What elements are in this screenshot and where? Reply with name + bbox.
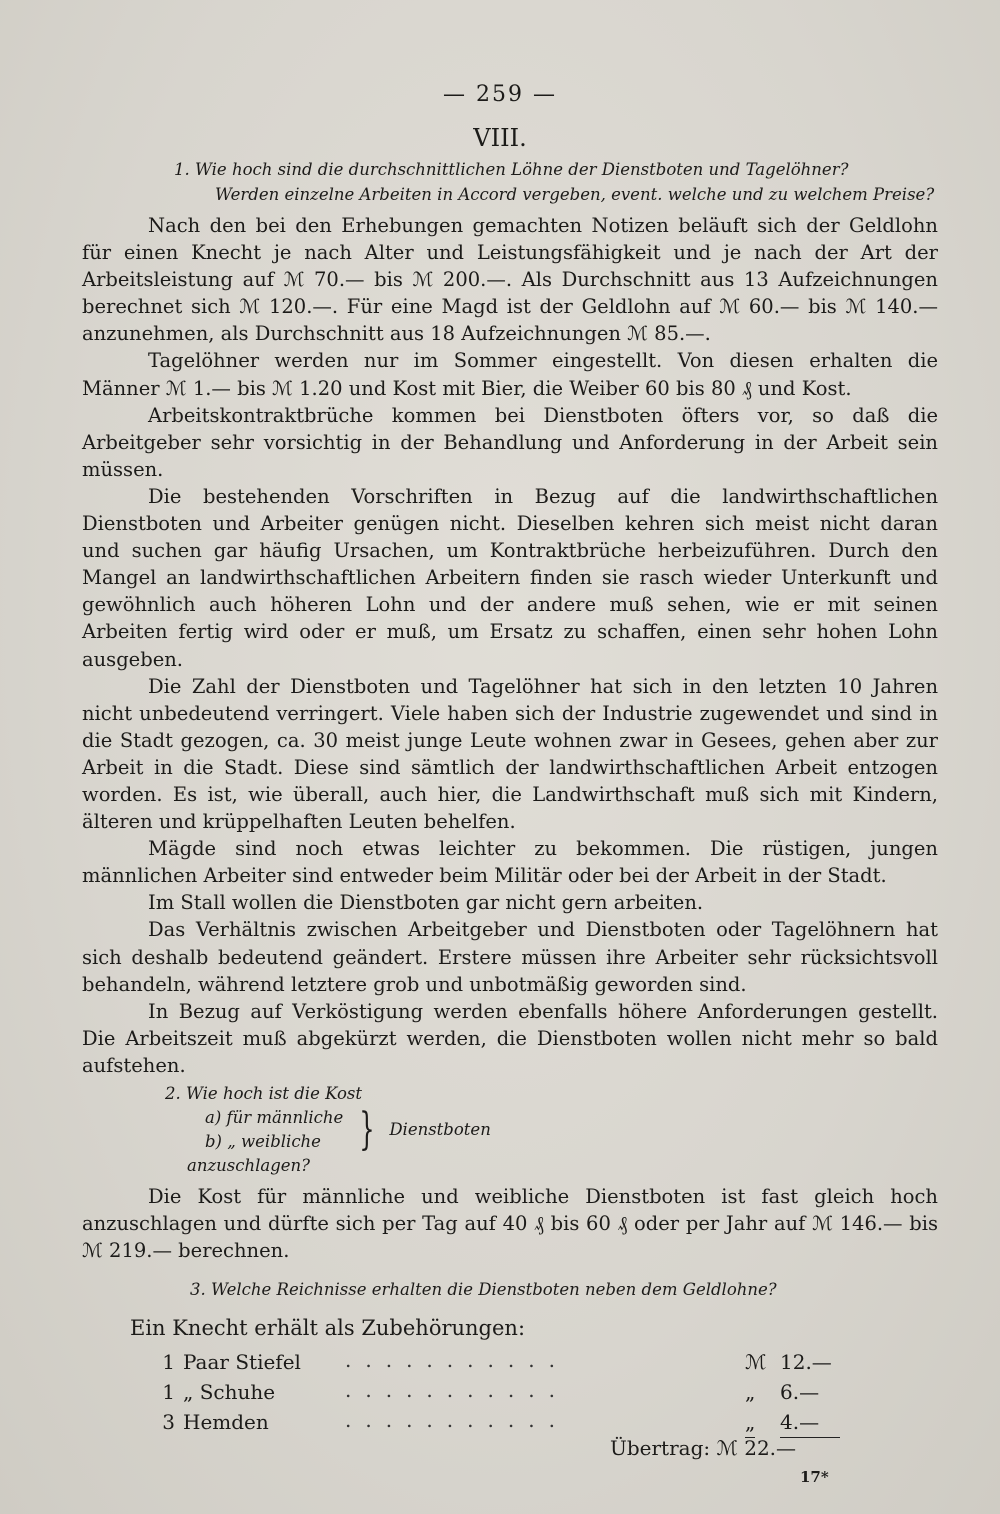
item-name: Paar Stiefel [183, 1350, 301, 1374]
item-amount: 12.— [780, 1350, 832, 1374]
paragraph: Tagelöhner werden nur im Sommer eingestellt. Von diesen erhalten die Männer ℳ 1.— bis ℳ 1.20 und Kost mit Bier, die Weiber 60 bis 80 ₰ und Kost. [82, 349, 938, 400]
leader-dots: ........... [345, 1408, 569, 1432]
item-quantity: 1 [162, 1380, 175, 1404]
item-quantity: 3 [162, 1410, 175, 1434]
paragraph: Die bestehenden Vorschriften in Bezug auf die landwirthschaftlichen Dienstboten und Arbeiter genügen nicht. Dieselben kehren sich meist nicht daran und suchen gar häufig Ursachen, um Kontraktbrüche herbeizuführen. Durch den Mangel an landwirthschaftlichen Arbeitern finden sie rasch wieder Unterkunft und gewöhnlich auch höheren Lohn und der andere muß sehen, wie er mit seinen Arbeiten fertig wird oder er muß, um Ersatz zu schaffen, einen sehr hohen Lohn ausgeben. [82, 484, 938, 671]
signature-mark: 17* [800, 1468, 829, 1486]
carry-currency: ℳ [716, 1436, 738, 1460]
leader-dots: ........... [345, 1348, 569, 1372]
answer-2-text [82, 1183, 938, 1264]
answer-1-text [82, 212, 938, 1079]
carry-forward [610, 1436, 796, 1460]
allowance-list [155, 1347, 845, 1437]
carry-amount: 22.— [744, 1436, 797, 1460]
question-2 [165, 1082, 491, 1178]
paragraph: Die Kost für männliche und weibliche Dienstboten ist fast gleich hoch anzuschlagen und dürfte sich per Tag auf 40 ₰ bis 60 ₰ oder per Jahr auf ℳ 146.— bis ℳ 219.— berechnen. [82, 1185, 938, 1263]
paragraph: Mägde sind noch etwas leichter zu bekommen. Die rüstigen, jungen männlichen Arbeiter sind entweder beim Militär oder bei der Arbeit in der Stadt. [82, 837, 938, 888]
question-2-intro: 2. Wie hoch ist die Kost [165, 1084, 363, 1103]
right-brace-icon: } [359, 1104, 376, 1155]
carry-label: Übertrag: [610, 1436, 711, 1460]
question-2-options [205, 1106, 491, 1154]
list-item [155, 1347, 845, 1377]
item-currency: ℳ [745, 1350, 767, 1374]
paragraph: In Bezug auf Verköstigung werden ebenfalls höhere Anforderungen gestellt. Die Arbeitszeit muß abgekürzt werden, die Dienstboten wollen nicht mehr so bald aufstehen. [82, 999, 938, 1077]
item-name: „ Schuhe [183, 1380, 276, 1404]
item-quantity: 1 [162, 1350, 175, 1374]
page-number: — 259 — [443, 82, 557, 107]
item-amount: 4.— [780, 1407, 840, 1438]
paragraph: Nach den bei den Erhebungen gemachten Notizen beläuft sich der Geldlohn für einen Knecht je nach Alter und Leistungsfähigkeit und je nach der Art der Arbeitsleistung auf ℳ 70.— bis ℳ 200.—. Als Durchschnitt aus 13 Aufzeichnungen berechnet sich ℳ 120.—. Für eine Magd ist der Geldlohn auf ℳ 60.— bis ℳ 140.— anzunehmen, als Durchschnitt aus 18 Aufzeichnungen ℳ 85.—. [82, 214, 938, 346]
paragraph: Im Stall wollen die Dienstboten gar nicht gern arbeiten. [148, 891, 704, 915]
question-2-option-a: a) für männliche [205, 1108, 344, 1127]
paragraph: Arbeitskontraktbrüche kommen bei Dienstboten öfters vor, so daß die Arbeitgeber sehr vorsichtig in der Behandlung und Anforderung in der Arbeit sein müssen. [82, 403, 938, 481]
question-1-line-1: 1. Wie hoch sind die durchschnittlichen Löhne der Dienstboten und Tagelöhner? [174, 160, 849, 179]
paragraph: Die Zahl der Dienstboten und Tagelöhner hat sich in den letzten 10 Jahren nicht unbedeutend verringert. Viele haben sich der Industrie zugewendet und sind in die Stadt gezogen, ca. 30 meist junge Leute wohnen zwar in Gesees, gehen aber zur Arbeit in die Stadt. Diese sind sämtlich der landwirthschaftlichen Arbeit entzogen worden. Es ist, wie überall, auch hier, die Landwirthschaft muß sich mit Kindern, älteren und krüppelhaften Leuten behelfen. [82, 674, 938, 834]
question-2-end: anzuschlagen? [187, 1156, 311, 1175]
list-item [155, 1407, 845, 1437]
question-1-line-2: Werden einzelne Arbeiten in Accord vergeben, event. welche und zu welchem Preise? [215, 185, 935, 204]
question-3: 3. Welche Reichnisse erhalten die Dienstboten neben dem Geldlohne? [190, 1280, 777, 1299]
item-name: Hemden [183, 1410, 269, 1434]
question-2-brace-label: Dienstboten [389, 1120, 491, 1139]
item-currency: „ [745, 1380, 756, 1404]
question-2-option-b: b) „ weibliche [205, 1132, 321, 1151]
list-item [155, 1377, 845, 1407]
leader-dots: ........... [345, 1378, 569, 1402]
item-currency: „ [745, 1407, 755, 1438]
item-amount: 6.— [780, 1380, 820, 1404]
section-title: VIII. [473, 124, 527, 152]
list-heading: Ein Knecht erhält als Zubehörungen: [130, 1316, 526, 1340]
paragraph: Das Verhältnis zwischen Arbeitgeber und Dienstboten oder Tagelöhnern hat sich deshalb bedeutend geändert. Erstere müssen ihre Arbeiter sehr rücksichtsvoll behandeln, während letztere grob und unbotmäßig geworden sind. [82, 918, 938, 996]
